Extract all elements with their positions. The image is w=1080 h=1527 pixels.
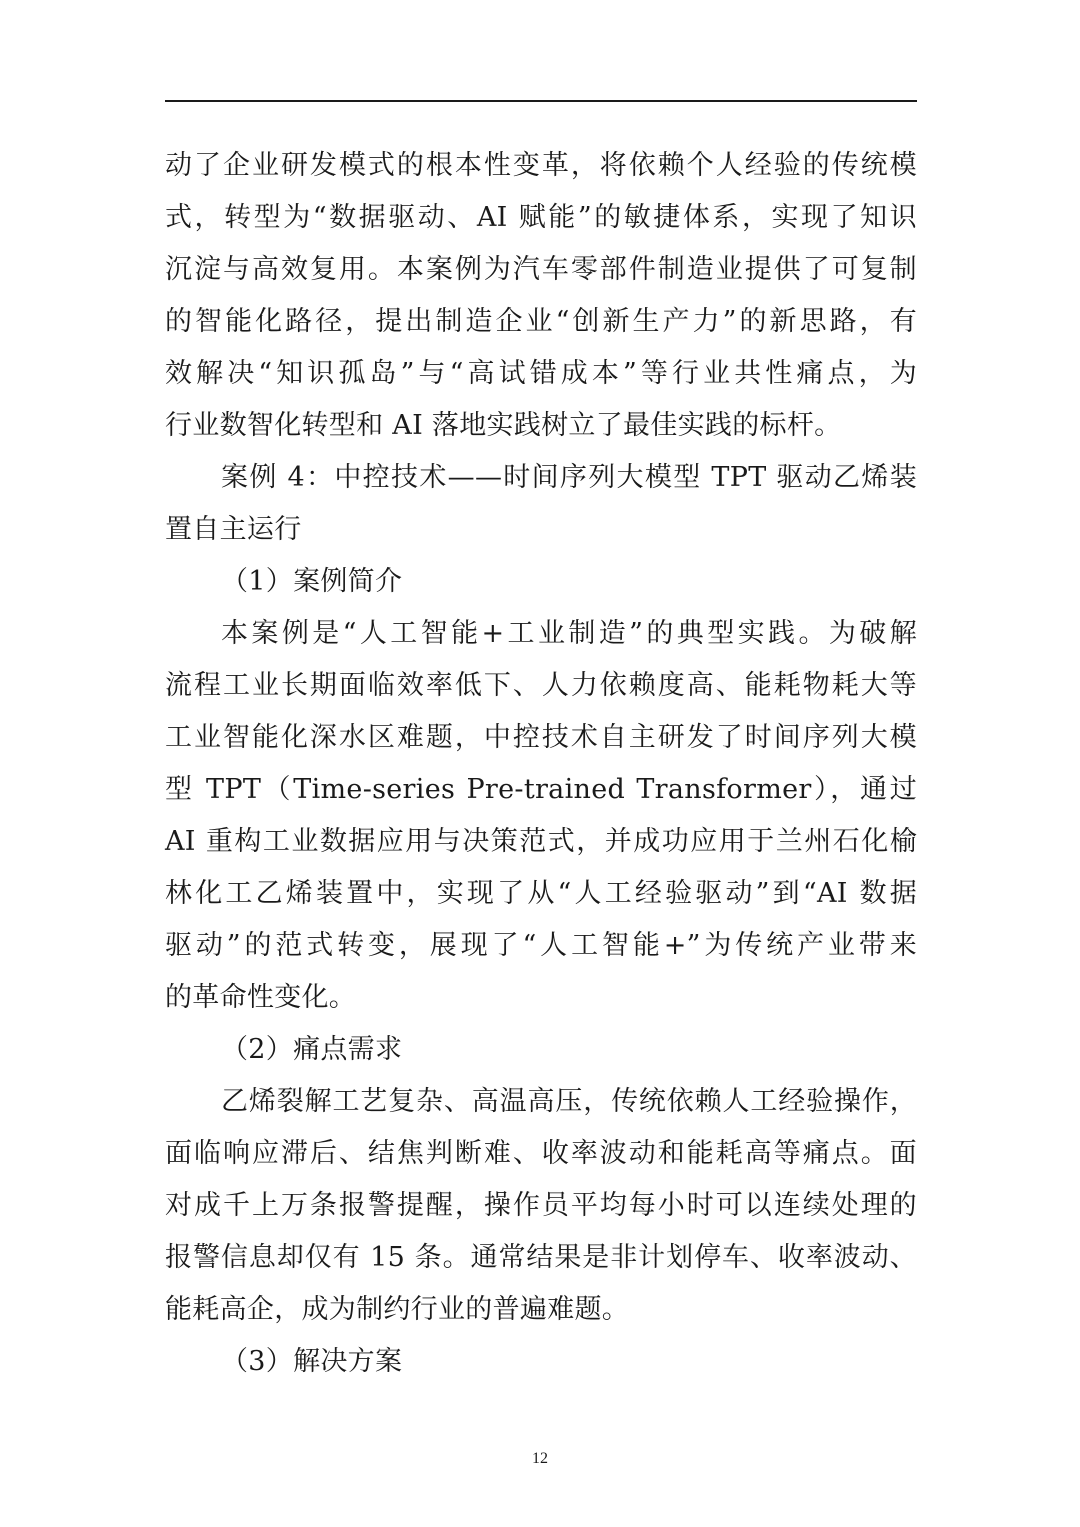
paragraph-line: 本案例是“人工智能+工业制造”的典型实践。为破解 xyxy=(221,618,917,649)
paragraph-line: 型 TPT（Time-series Pre-trained Transformer），通过 xyxy=(165,774,917,805)
paragraph-line: 能耗高企，成为制约行业的普遍难题。 xyxy=(165,1294,630,1325)
paragraph-line: 效解决“知识孤岛”与“高试错成本”等行业共性痛点，为 xyxy=(165,358,917,389)
paragraph-line: 林化工乙烯装置中，实现了从“人工经验驱动”到“AI 数据 xyxy=(165,878,917,909)
paragraph-line: AI 重构工业数据应用与决策范式，并成功应用于兰州石化榆 xyxy=(165,826,917,857)
paragraph-line: 驱动”的范式转变，展现了“人工智能+”为传统产业带来 xyxy=(165,930,917,961)
case-heading-line: 案例 4：中控技术——时间序列大模型 TPT 驱动乙烯装 xyxy=(221,462,917,493)
section-heading: （3）解决方案 xyxy=(221,1346,403,1377)
paragraph-line: 工业智能化深水区难题，中控技术自主研发了时间序列大模 xyxy=(165,722,917,753)
paragraph-line: 行业数智化转型和 AI 落地实践树立了最佳实践的标杆。 xyxy=(165,410,842,441)
case-heading-line: 置自主运行 xyxy=(165,514,302,545)
page-number: 12 xyxy=(532,1450,548,1467)
paragraph-line: 动了企业研发模式的根本性变革，将依赖个人经验的传统模 xyxy=(165,150,917,181)
header-rule xyxy=(165,100,917,102)
section-heading: （1）案例简介 xyxy=(221,566,403,597)
paragraph-line: 乙烯裂解工艺复杂、高温高压，传统依赖人工经验操作， xyxy=(221,1086,917,1117)
paragraph-line: 流程工业长期面临效率低下、人力依赖度高、能耗物耗大等 xyxy=(165,670,917,701)
body-text xyxy=(165,140,917,1388)
paragraph-line: 对成千上万条报警提醒，操作员平均每小时可以连续处理的 xyxy=(165,1190,917,1221)
section-heading: （2）痛点需求 xyxy=(221,1034,403,1065)
paragraph-line: 沉淀与高效复用。本案例为汽车零部件制造业提供了可复制 xyxy=(165,254,917,285)
paragraph-line: 报警信息却仅有 15 条。通常结果是非计划停车、收率波动、 xyxy=(165,1242,917,1273)
paragraph-line: 的革命性变化。 xyxy=(165,982,357,1013)
paragraph-line: 的智能化路径，提出制造企业“创新生产力”的新思路，有 xyxy=(165,306,917,337)
paragraph-line: 式，转型为“数据驱动、AI 赋能”的敏捷体系，实现了知识 xyxy=(165,202,917,233)
paragraph-line: 面临响应滞后、结焦判断难、收率波动和能耗高等痛点。面 xyxy=(165,1138,917,1169)
